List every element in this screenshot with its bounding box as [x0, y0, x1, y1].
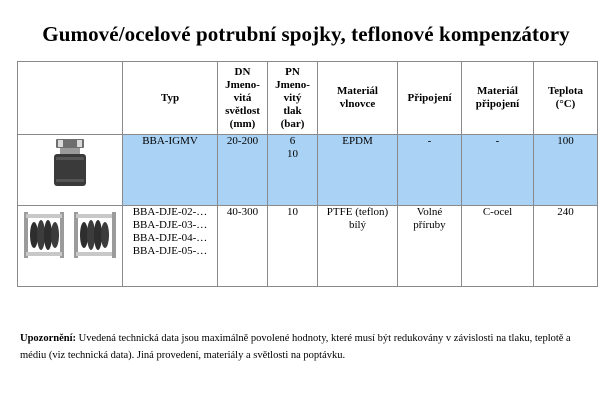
row-material-pripojeni: -: [462, 135, 534, 206]
row-typ: BBA-IGMV: [123, 135, 218, 206]
row-material-vlnovce: EPDM: [318, 135, 398, 206]
row-material-pripojeni: C-ocel: [462, 206, 534, 287]
row-pn: 10: [268, 206, 318, 287]
header-pn: PN Jmeno- vitý tlak (bar): [268, 62, 318, 135]
row-dn: 40-300: [218, 206, 268, 287]
table-row: [18, 135, 598, 206]
table-header-row: [18, 62, 598, 135]
header-material-pripojeni: Materiál připojení: [462, 62, 534, 135]
row-pripojeni: -: [398, 135, 462, 206]
rubber-compensator-image: [50, 135, 90, 191]
header-pripojeni: Připojení: [398, 62, 462, 135]
header-dn: DN Jmeno- vitá světlost (mm): [218, 62, 268, 135]
row-teplota: 240: [534, 206, 598, 287]
row-image-cell: [18, 135, 123, 206]
notice-label: Upozornění:: [20, 333, 76, 344]
page-title: Gumové/ocelové potrubní spojky, teflonové kompenzátory: [42, 22, 570, 46]
teflon-compensator-image: [22, 206, 118, 264]
row-material-vlnovce: PTFE (teflon) bílý: [318, 206, 398, 287]
row-teplota: 100: [534, 135, 598, 206]
notice-paragraph: [20, 330, 592, 364]
row-dn: 20-200: [218, 135, 268, 206]
header-image: [18, 62, 123, 135]
row-image-cell: [18, 206, 123, 287]
header-teplota: Teplota (°C): [534, 62, 598, 135]
row-typ: BBA-DJE-02-… BBA-DJE-03-… BBA-DJE-04-… BBA-DJE-05-…: [123, 206, 218, 287]
spec-table: [17, 61, 598, 287]
notice-text: Uvedená technická data jsou maximálně povolené hodnoty, které musí být redukovány v závislosti na tlaku, teplotě a médiu (viz technická data). Jiná provedení, materiály a světlosti na poptávku.: [20, 333, 571, 361]
header-material-vlnovce: Materiál vlnovce: [318, 62, 398, 135]
header-typ: Typ: [123, 62, 218, 135]
row-pn: 6 10: [268, 135, 318, 206]
row-pripojeni: Volné příruby: [398, 206, 462, 287]
table-row: [18, 206, 598, 287]
